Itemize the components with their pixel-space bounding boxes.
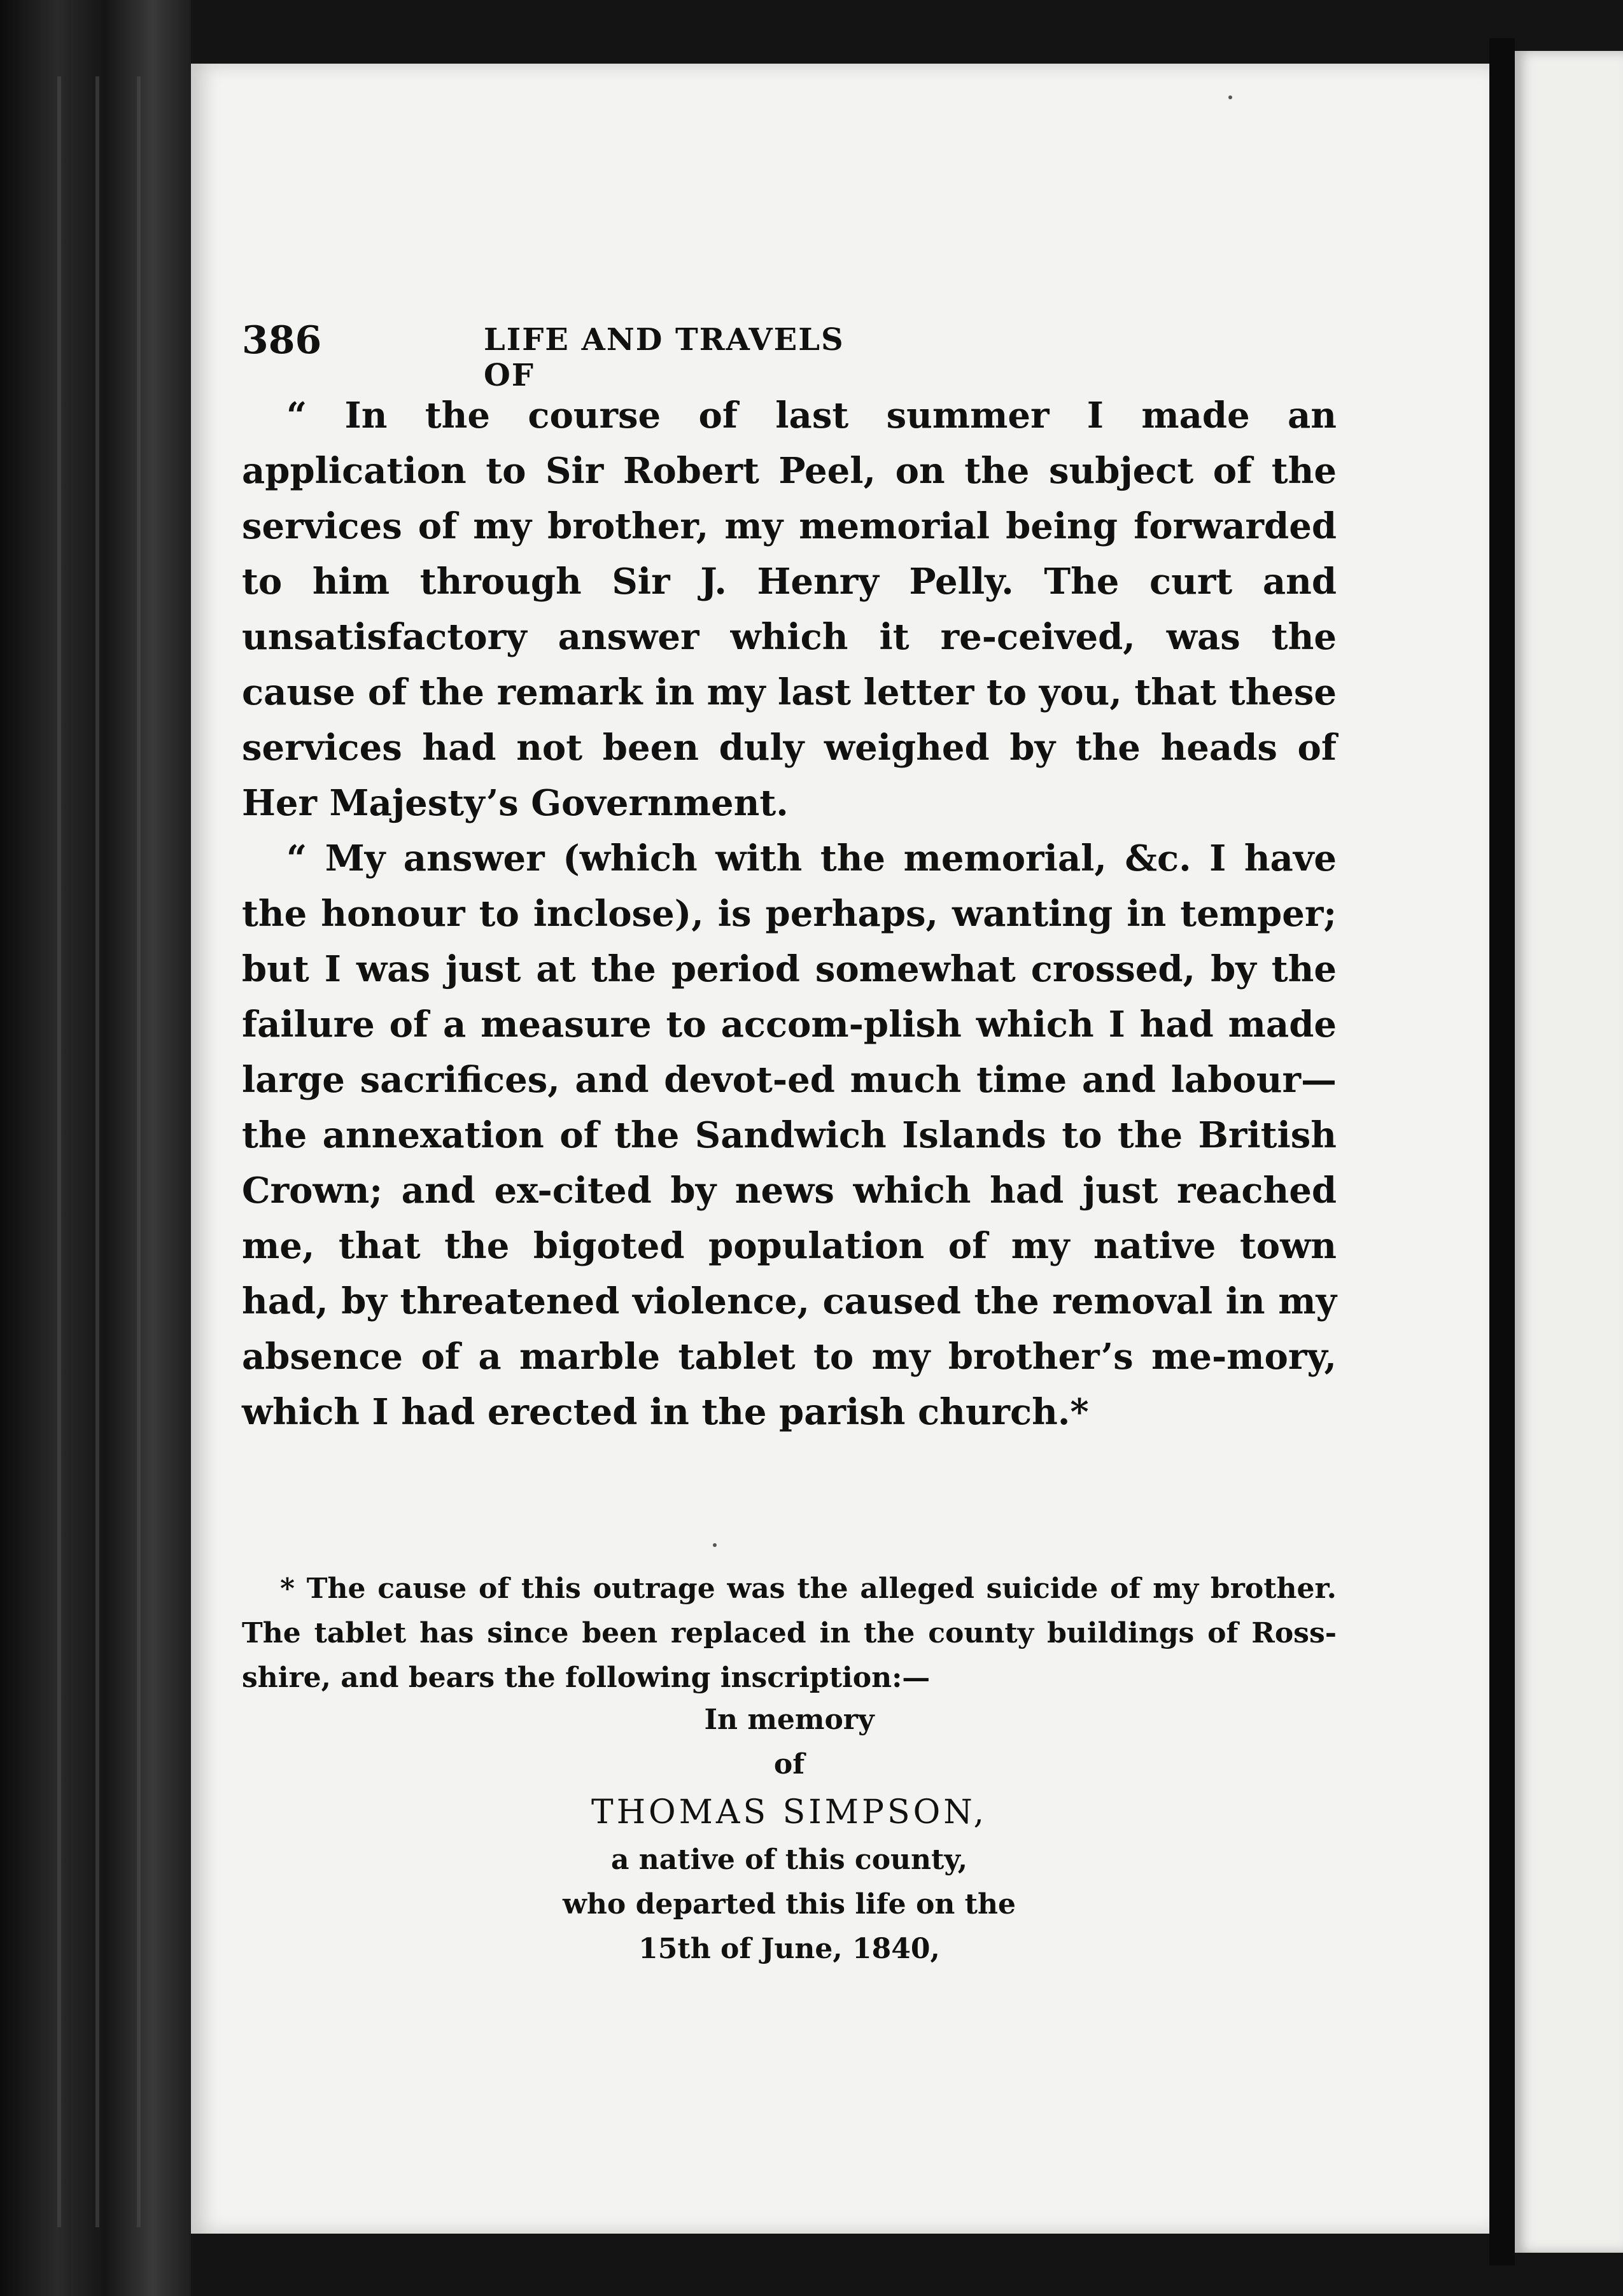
paper-speck [713,1543,717,1547]
binding-edge-line [137,76,141,2227]
running-title: LIFE AND TRAVELS OF [484,322,845,393]
footnote [242,1567,1337,1700]
binding-edge-line [57,76,61,2227]
body-text [242,388,1337,1440]
inscription-name: THOMAS SIMPSON, [591,1793,987,1831]
page-gap-shadow [1489,38,1515,2265]
book-binding [0,0,191,2296]
inscription-line: 15th of June, 1840, [638,1933,940,1965]
inscription [242,1698,1337,1971]
footnote-text: * The cause of this outrage was the alleged suicide of my brother. The tablet has since been replaced in the county buildings of Ross-shire, and bears the following inscription:— [242,1572,1337,1694]
inscription-line: of [773,1748,805,1781]
next-page-edge [1515,51,1623,2253]
paper-speck [1228,95,1232,99]
paragraph: “ My answer (which with the memorial, &c. I have the honour to inclose), is perhaps, wanting in temper; but I was just at the period somewhat crossed, by the failure of a measure to accom-plish which I had made large sacrifices, and devot-ed much time and labour—the annexation of the Sandwich Islands to the British Crown; and ex-cited by news which had just reached me, that the bigoted population of my native town had, by threatened violence, caused the removal in my absence of a marble tablet to my brother’s me-mory, which I had erected in the parish church.* [242,837,1337,1433]
binding-edge-line [95,76,99,2227]
inscription-line: a native of this county, [610,1844,968,1876]
inscription-line: In memory [704,1704,875,1736]
page-number: 386 [242,318,322,363]
paragraph: “ In the course of last summer I made an application to Sir Robert Peel, on the subject of the services of my brother, my memorial being forwarded to him through Sir J. Henry Pelly. The curt and unsatisfactory answer which it re-ceived, was the cause of the remark in my last letter to you, that these services had not been duly weighed by the heads of Her Majesty’s Government. [242,395,1337,824]
running-head [242,318,878,393]
inscription-line: who departed this life on the [563,1888,1016,1921]
